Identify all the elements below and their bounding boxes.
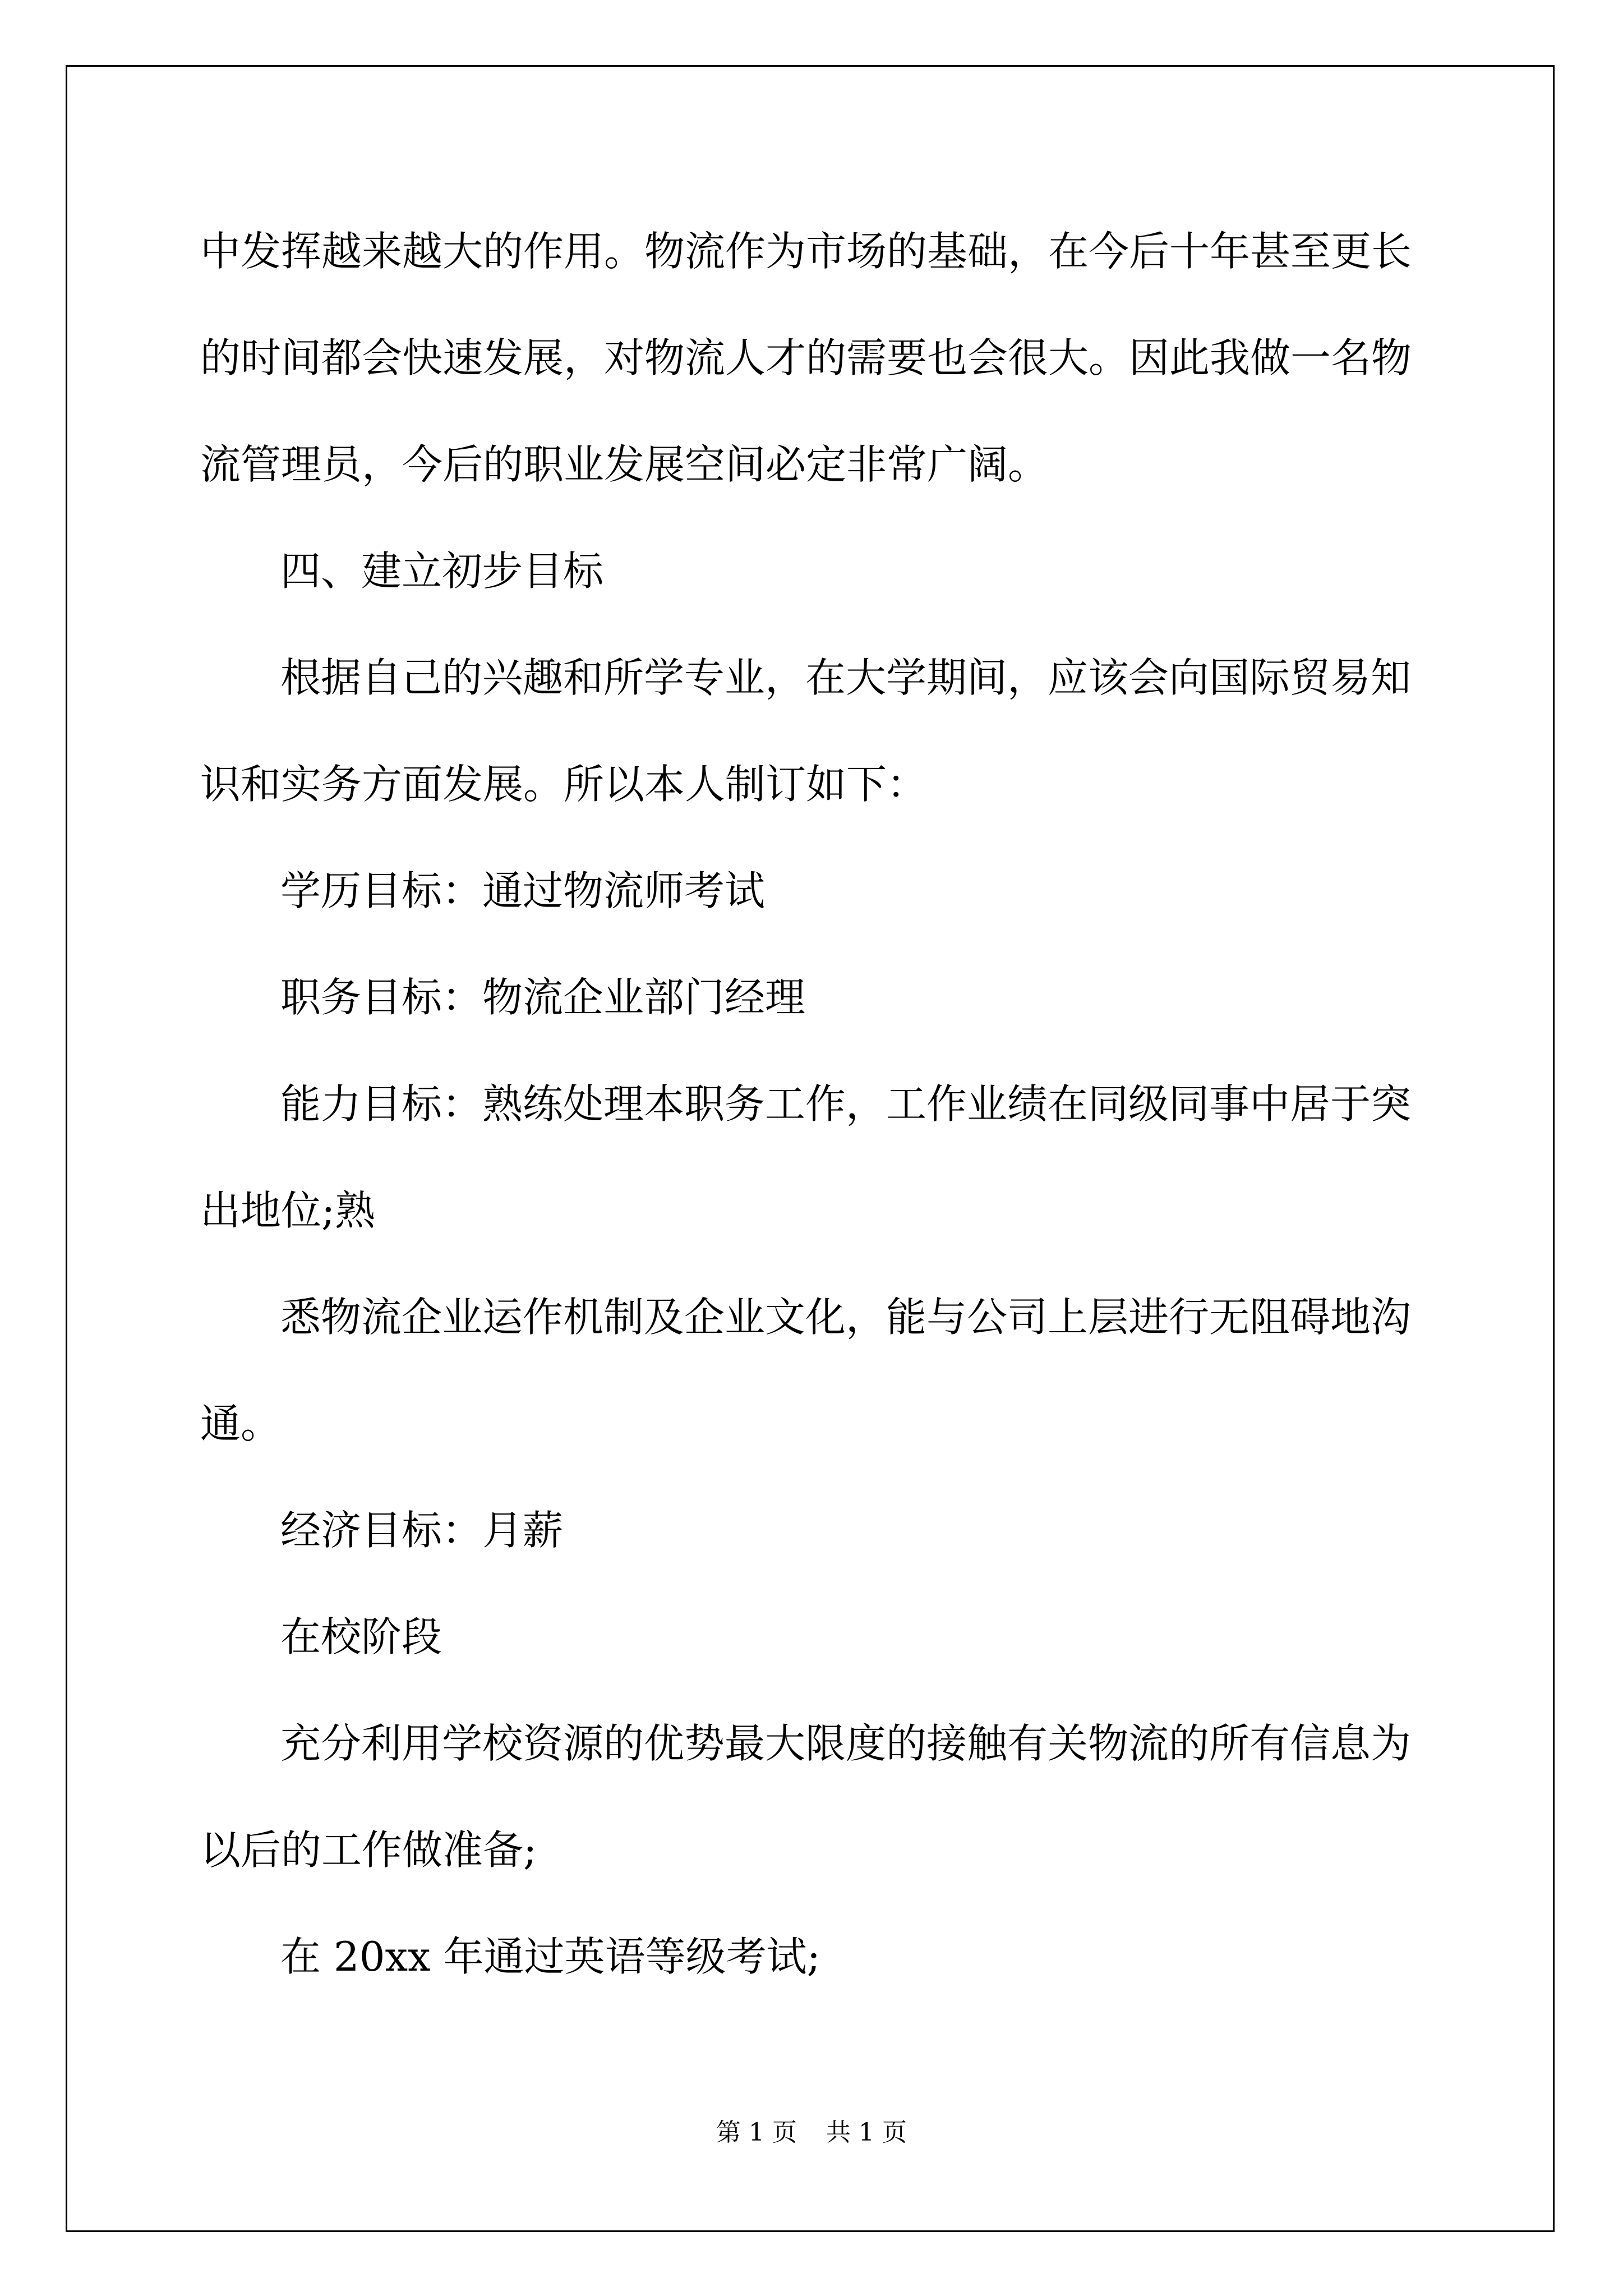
page-number: 第 1 页 bbox=[716, 2118, 797, 2147]
body-text-line: 在校阶段 bbox=[280, 1613, 442, 1660]
section-heading: 四、建立初步目标 bbox=[280, 547, 604, 595]
body-text-line: 在 20xx 年通过英语等级考试; bbox=[280, 1933, 820, 1980]
body-text-line: 中发挥越来越大的作用。物流作为市场的基础，在今后十年甚至更长 bbox=[200, 228, 1412, 275]
page-border bbox=[66, 65, 1555, 2232]
body-text-line: 充分利用学校资源的优势最大限度的接触有关物流的所有信息为 bbox=[280, 1720, 1412, 1767]
page-total: 共 1 页 bbox=[826, 2118, 907, 2147]
body-text-line: 以后的工作做准备; bbox=[200, 1826, 537, 1874]
page-footer bbox=[0, 2117, 1623, 2148]
body-text-line: 流管理员，今后的职业发展空间必定非常广阔。 bbox=[200, 441, 1049, 488]
body-text-line: 的时间都会快速发展，对物流人才的需要也会很大。因此我做一名物 bbox=[200, 334, 1412, 381]
body-text-line: 根据自己的兴趣和所学专业，在大学期间，应该会向国际贸易知 bbox=[280, 654, 1412, 701]
body-text-line: 识和实务方面发展。所以本人制订如下： bbox=[200, 761, 928, 808]
body-text-line: 出地位;熟 bbox=[200, 1187, 376, 1234]
body-text-line: 通。 bbox=[200, 1400, 282, 1447]
body-text-line: 学历目标：通过物流师考试 bbox=[280, 867, 766, 914]
body-text-line: 职务目标：物流企业部门经理 bbox=[280, 974, 806, 1021]
body-text-line: 经济目标：月薪 bbox=[280, 1507, 564, 1554]
body-text-line: 悉物流企业运作机制及企业文化，能与公司上层进行无阻碍地沟 bbox=[280, 1294, 1412, 1341]
body-text-line: 能力目标：熟练处理本职务工作，工作业绩在同级同事中居于突 bbox=[280, 1080, 1412, 1128]
